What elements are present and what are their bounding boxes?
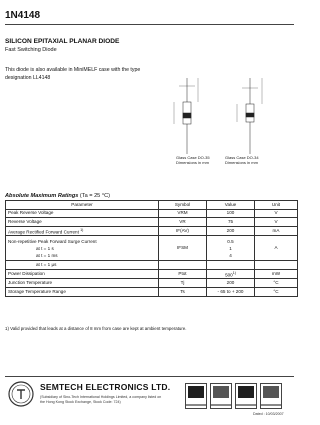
footnote-mark: 1) — [232, 270, 236, 275]
unit-cell: °C — [255, 279, 298, 288]
value-cell: 100 — [207, 209, 255, 218]
surge-param-stack — [8, 238, 156, 259]
param-cell: Peak Reverse Voltage — [6, 209, 159, 218]
surge-value-2: 1 — [229, 245, 232, 251]
value-cell: - 65 to + 200 — [207, 288, 255, 297]
symbol-cell: IFSM — [159, 236, 207, 261]
table-row — [6, 209, 298, 218]
header-value: Value — [207, 201, 255, 210]
unit-cell: V — [255, 209, 298, 218]
do34-case-label: Glass Case DO-34 — [225, 155, 259, 160]
unit-cell: °C — [255, 288, 298, 297]
certification-mark-icon — [235, 383, 257, 409]
param-cell: Junction Temperature — [6, 279, 159, 288]
ratings-footnote: 1) Valid provided that leads at a distance of 8 mm from case are kept at ambient temperature. — [5, 326, 187, 331]
footnote-mark: 1) — [80, 227, 84, 232]
value-cell — [207, 236, 255, 261]
surge-value-stack — [209, 238, 252, 259]
page-subtitle: Fast Switching Diode — [5, 47, 57, 53]
table-row — [6, 279, 298, 288]
ratings-table — [5, 200, 298, 297]
certification-mark-icon — [260, 383, 282, 409]
do34-units-label: Dimensions in mm — [225, 160, 258, 165]
surge-condition-row — [8, 245, 156, 252]
unit-cell: mA — [255, 226, 298, 236]
ratings-condition: (Ta = 25 °C) — [79, 193, 110, 199]
symbol-cell: Ts — [159, 288, 207, 297]
value-cell: 75 — [207, 218, 255, 227]
symbol-cell: VR — [159, 218, 207, 227]
unit-cell: V — [255, 218, 298, 227]
company-name: SEMTECH ELECTRONICS LTD. — [40, 382, 171, 392]
table-row — [6, 226, 298, 236]
surge-param-text: Non-repetitive Peak Forward Surge Current — [8, 238, 97, 244]
unit-cell: mW — [255, 269, 298, 279]
do35-case-label: Glass Case DO-35 — [176, 155, 210, 160]
table-row — [6, 269, 298, 279]
symbol-cell: IF(AV) — [159, 226, 207, 236]
table-row — [6, 218, 298, 227]
value-cell: 200 — [207, 226, 255, 236]
value-cell — [207, 269, 255, 279]
value-text: 500 — [225, 272, 233, 278]
value-cell: 200 — [207, 279, 255, 288]
param-cell: Reverse Voltage — [6, 218, 159, 227]
param-cell: Power Dissipation — [6, 269, 159, 279]
certification-badges — [185, 383, 282, 409]
part-number: 1N4148 — [5, 10, 41, 21]
table-row — [6, 288, 298, 297]
page-title: SILICON EPITAXIAL PLANAR DIODE — [5, 38, 120, 45]
availability-note: This diode is also available in MiniMELF case with the type designation LL4148 — [5, 67, 141, 81]
header-symbol: Symbol — [159, 201, 207, 210]
ratings-title — [5, 193, 110, 199]
param-cell: Storage Temperature Range — [6, 288, 159, 297]
document-date: Dated : 10/03/2007 — [253, 412, 284, 416]
surge-value-1: 0.5 — [227, 238, 234, 244]
param-cell — [6, 261, 159, 270]
surge-condition-row — [8, 252, 156, 259]
table-row-surge-last — [6, 261, 298, 270]
do35-outline-drawing — [174, 78, 198, 154]
param-text: Average Rectified Forward Current — [8, 229, 79, 235]
package-drawings — [166, 76, 290, 156]
company-subsidiary-note: (Subsidiary of Sino-Tech International Holdings Limited, a company listed on the Hong Kong Stock Exchange, Stock Code: 724) — [40, 395, 162, 404]
company-logo-icon — [8, 381, 34, 407]
surge-condition-1: at t = 1 s — [36, 245, 54, 251]
ratings-title-text: Absolute Maximum Ratings — [5, 193, 79, 199]
do34-outline-drawing — [237, 78, 262, 154]
header-parameter: Parameter — [6, 201, 159, 210]
surge-condition-3: at t = 1 µs — [36, 262, 57, 268]
symbol-cell: Tj — [159, 279, 207, 288]
surge-condition-2: at t = 1 ms — [36, 252, 58, 258]
surge-value-3: 4 — [229, 252, 232, 258]
symbol-cell: Ptot — [159, 269, 207, 279]
do35-units-label: Dimensions in mm — [176, 160, 209, 165]
table-header-row — [6, 201, 298, 210]
certification-mark-icon — [210, 383, 232, 409]
header-divider — [5, 24, 294, 25]
footer-divider — [5, 376, 294, 377]
do34-caption — [225, 155, 259, 165]
certification-mark-icon — [185, 383, 207, 409]
unit-cell: A — [255, 236, 298, 261]
do35-caption — [176, 155, 210, 165]
header-unit: Unit — [255, 201, 298, 210]
param-cell — [6, 226, 159, 236]
symbol-cell: VRM — [159, 209, 207, 218]
param-cell — [6, 236, 159, 261]
table-row-surge — [6, 236, 298, 261]
